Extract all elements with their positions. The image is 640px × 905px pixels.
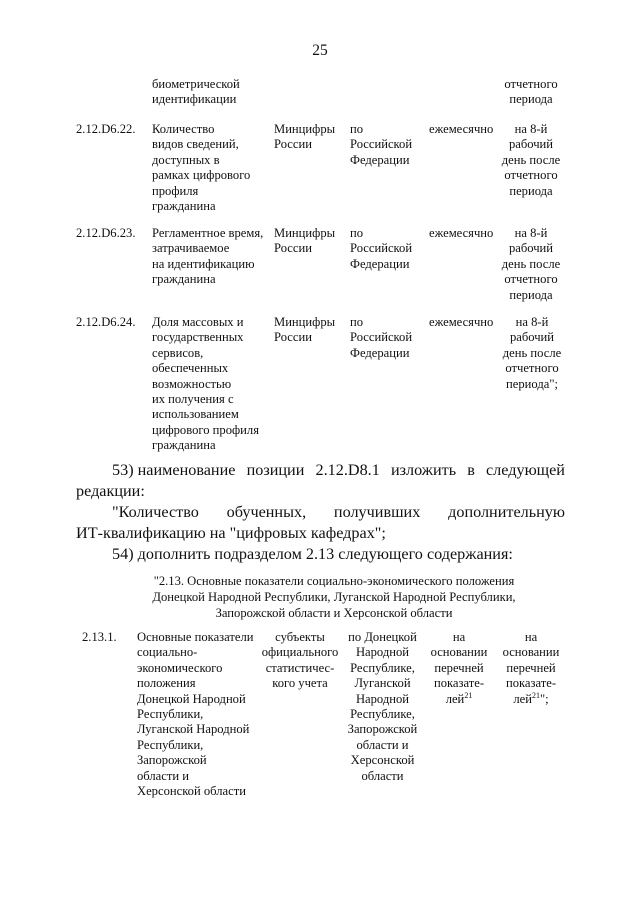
page-number: 25 — [312, 42, 328, 59]
row-deadline: на 8-й рабочий день после отчетного периода — [501, 226, 561, 302]
row-frequency: ежемесячно — [429, 122, 494, 136]
row-agency: Минцифры России — [274, 122, 336, 152]
paragraph-54: 54) дополнить подразделом 2.13 следующего содержания: — [112, 545, 513, 563]
row-level: по Российской Федерации — [350, 226, 413, 271]
heading-line-2: Донецкой Народной Республики, Луганской Народной Республики, — [152, 590, 516, 604]
row-level: по Российской Федерации — [350, 122, 413, 167]
row-name: Количество видов сведений, доступных в рамках цифрового профиля гражданина — [152, 122, 251, 214]
paragraph-53-line2: редакции: — [76, 482, 145, 500]
row-deadline: на основании перечней показате- лей$^{21}$"; — [502, 630, 560, 706]
row-agency: субъекты официального статистичес- кого учета — [261, 630, 339, 691]
row-level: по Российской Федерации — [350, 315, 413, 360]
row-code: 2.12.D6.24. — [76, 315, 136, 329]
paragraph-53-line4: ИТ-квалификацию на "цифровых кафедрах"; — [76, 524, 386, 542]
row-deadline: на 8-й рабочий день после отчетного периода — [501, 122, 561, 198]
row-name: Основные показатели социально- экономического положения Донецкой Народной Республики, Луганской Народной Республики, Запорожской области и Херсонской области — [137, 630, 254, 799]
heading-line-1: "2.13. Основные показатели социально-экономического положения — [153, 574, 515, 588]
continuation-name: биометрической идентификации — [152, 77, 240, 107]
row-name: Регламентное время, затрачиваемое на идентификацию гражданина — [152, 226, 264, 287]
row-code: 2.12.D6.22. — [76, 122, 136, 136]
row-agency: Минцифры России — [274, 315, 336, 345]
paragraph-53-line1: 53) наименование позиции 2.12.D8.1 изложить в следующей — [112, 461, 565, 479]
heading-line-3: Запорожской области и Херсонской области — [215, 606, 453, 620]
paragraph-53-line3: "Количество обученных, получивших дополнительную — [112, 503, 565, 521]
row-frequency: ежемесячно — [429, 315, 494, 329]
row-level: по Донецкой Народной Республике, Луганской Народной Республике, Запорожской области и Херсонской области — [347, 630, 418, 783]
row-name: Доля массовых и государственных сервисов, обеспеченных возможностью их получения с использованием цифрового профиля гражданина — [152, 315, 259, 453]
row-code: 2.12.D6.23. — [76, 226, 136, 240]
row-deadline: на 8-й рабочий день после отчетного периода"; — [502, 315, 562, 391]
continuation-deadline: отчетного периода — [504, 77, 558, 107]
row-code: 2.13.1. — [82, 630, 117, 644]
row-frequency: ежемесячно — [429, 226, 494, 240]
row-frequency: на основании перечней показате- лей$^{21}$ — [430, 630, 488, 706]
row-agency: Минцифры России — [274, 226, 336, 256]
